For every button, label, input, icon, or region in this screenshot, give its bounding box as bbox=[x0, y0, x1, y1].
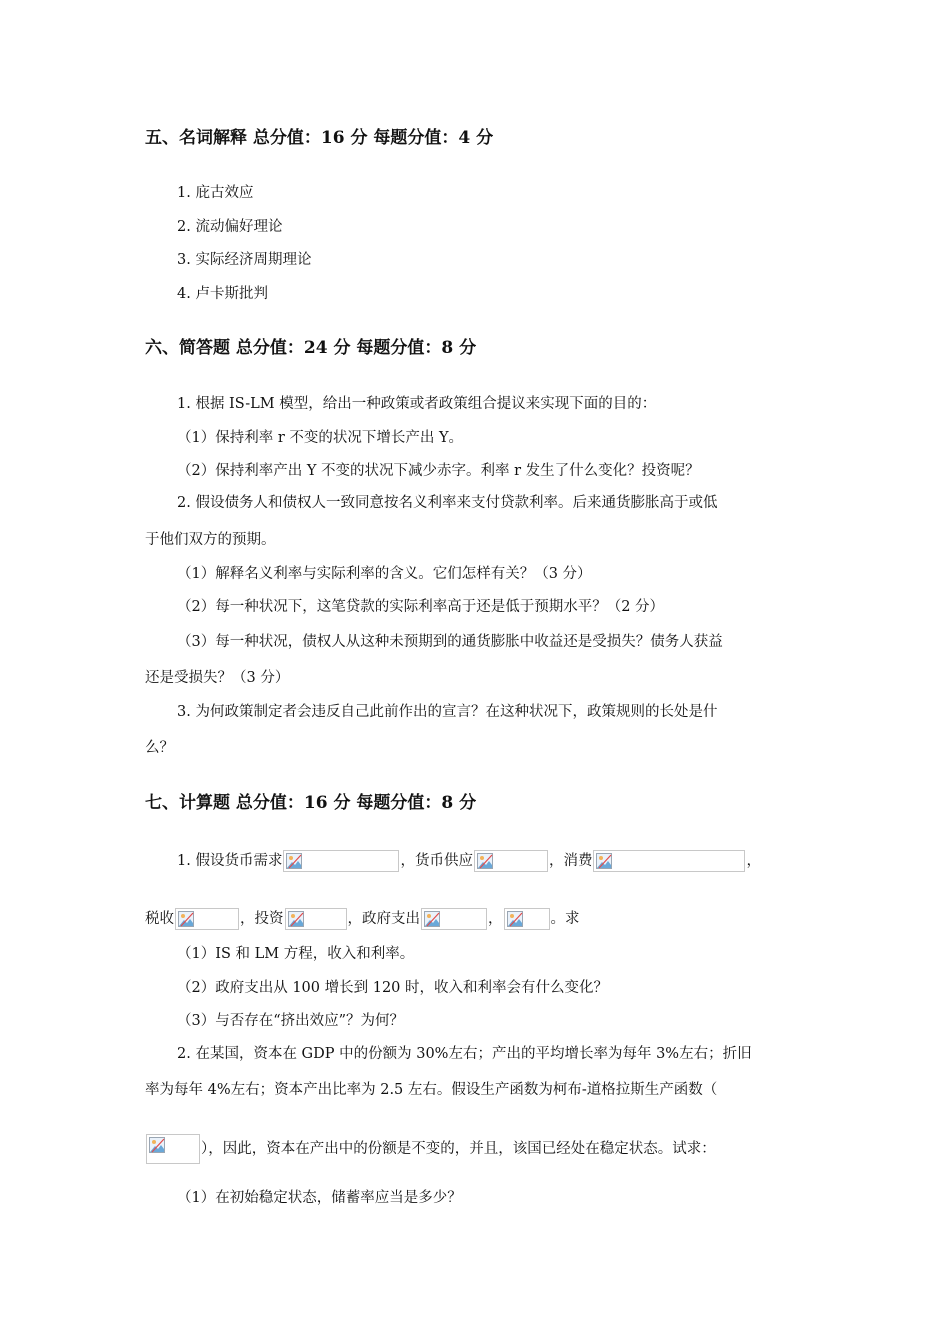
formula-image bbox=[593, 850, 745, 872]
formula-image bbox=[474, 850, 548, 872]
broken-image-icon bbox=[596, 853, 612, 869]
broken-image-icon bbox=[424, 911, 440, 927]
question-line: （3）每一种状况，债权人从这种未预期到的通货膨胀中收益还是受损失？债务人获益 bbox=[177, 634, 723, 650]
list-item: 4. 卢卡斯批判 bbox=[177, 286, 268, 302]
question-text: ， bbox=[488, 911, 503, 927]
question-text: ，消费 bbox=[548, 853, 593, 869]
broken-image-icon bbox=[288, 911, 304, 927]
broken-image-icon bbox=[178, 911, 194, 927]
question-line: 于他们双方的预期。 bbox=[145, 532, 276, 548]
list-item: 3. 实际经济周期理论 bbox=[177, 252, 312, 268]
question-line: 么？ bbox=[145, 740, 174, 756]
question-line: 还是受损失？（3 分） bbox=[145, 670, 290, 686]
formula-image bbox=[504, 908, 550, 930]
question-text: ，货币供应 bbox=[400, 853, 473, 869]
question-line: 2. 假设债务人和债权人一致同意按名义利率来支付贷款利率。后来通货膨胀高于或低 bbox=[177, 495, 718, 511]
question-text: 。求 bbox=[550, 911, 580, 927]
question-line: （3）与否存在“挤出效应”？为何？ bbox=[177, 1013, 405, 1029]
question-line: （1）在初始稳定状态，储蓄率应当是多少？ bbox=[177, 1190, 462, 1206]
broken-image-icon bbox=[149, 1137, 165, 1153]
question-line: 3. 为何政策制定者会违反自己此前作出的宣言？在这种状况下，政策规则的长处是什 bbox=[177, 704, 718, 720]
question-line: 1. 根据 IS-LM 模型，给出一种政策或者政策组合提议来实现下面的目的： bbox=[177, 396, 657, 412]
question-text: 1. 假设货币需求 bbox=[177, 853, 283, 869]
question-text: ），因此，资本在产出中的份额是不变的，并且，该国已经处在稳定状态。试求： bbox=[201, 1141, 716, 1157]
list-item: 1. 庇古效应 bbox=[177, 185, 254, 201]
question-line: （1）IS 和 LM 方程，收入和利率。 bbox=[177, 946, 415, 962]
question-line: （1）保持利率 r 不变的状况下增长产出 Y。 bbox=[177, 430, 464, 446]
formula-image bbox=[175, 908, 239, 930]
formula-image bbox=[146, 1134, 200, 1164]
question-text: ，投资 bbox=[240, 911, 284, 927]
question-line: 2. 在某国，资本在 GDP 中的份额为 30%左右；产出的平均增长率为每年 3%左右；折旧 bbox=[177, 1046, 752, 1062]
broken-image-icon bbox=[286, 853, 302, 869]
question-line: 率为每年 4%左右；资本产出比率为 2.5 左右。假设生产函数为柯布-道格拉斯生产函数（ bbox=[145, 1082, 718, 1098]
question-line: （2）保持利率产出 Y 不变的状况下减少赤字。利率 r 发生了什么变化？投资呢？ bbox=[177, 463, 700, 479]
formula-image bbox=[283, 850, 399, 872]
question-line bbox=[145, 908, 580, 930]
formula-image bbox=[285, 908, 347, 930]
question-line: （1）解释名义利率与实际利率的含义。它们怎样有关？（3 分） bbox=[177, 566, 592, 582]
question-line bbox=[145, 1134, 716, 1164]
section-6-heading: 六、简答题 总分值：24 分 每题分值：8 分 bbox=[145, 338, 477, 358]
question-text: 税收 bbox=[145, 911, 174, 927]
question-text: ， bbox=[746, 853, 761, 869]
question-text: ，政府支出 bbox=[347, 911, 420, 927]
question-line bbox=[177, 850, 761, 872]
question-line: （2）每一种状况下，这笔贷款的实际利率高于还是低于预期水平？（2 分） bbox=[177, 599, 665, 615]
formula-image bbox=[421, 908, 487, 930]
broken-image-icon bbox=[477, 853, 493, 869]
section-7-heading: 七、计算题 总分值：16 分 每题分值：8 分 bbox=[145, 793, 477, 813]
section-5-heading: 五、名词解释 总分值：16 分 每题分值：4 分 bbox=[145, 128, 494, 148]
list-item: 2. 流动偏好理论 bbox=[177, 219, 283, 235]
broken-image-icon bbox=[507, 911, 523, 927]
question-line: （2）政府支出从 100 增长到 120 时，收入和利率会有什么变化？ bbox=[177, 980, 609, 996]
